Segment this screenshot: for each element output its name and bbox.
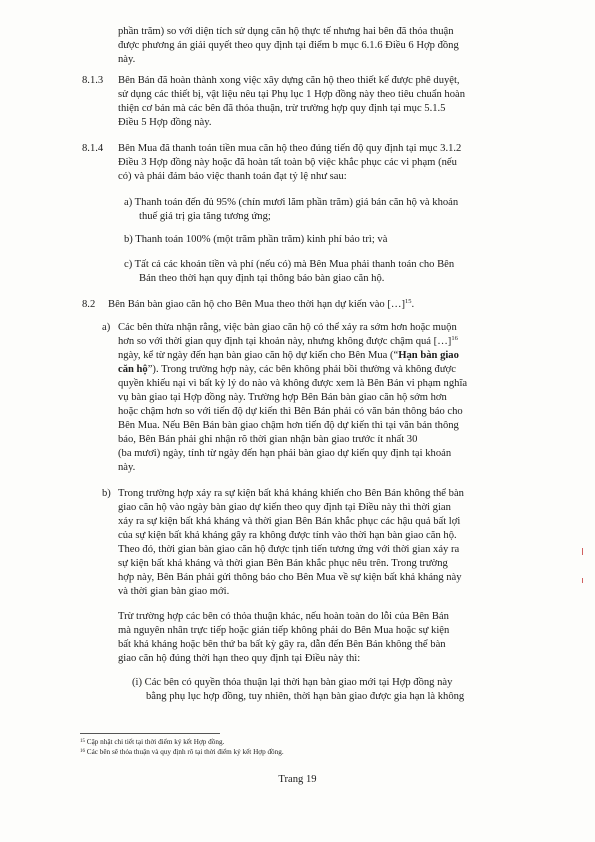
footnote-ref-15[interactable]: 15 [405, 298, 412, 305]
scan-mark [582, 548, 583, 555]
clause-8-2-number: 8.2 [82, 299, 96, 310]
para-a-line: Các bên thừa nhận rằng, việc bàn giao căn hộ có thể xảy ra sớm hơn hoặc muộn [118, 322, 457, 333]
clause-8-1-4-line: có) và phải đảm bảo việc thanh toán đạt tỷ lệ như sau: [118, 171, 347, 182]
clause-8-1-4-line: Bên Mua đã thanh toán tiền mua căn hộ theo đúng tiến độ quy định tại mục 3.1.2 [118, 143, 462, 154]
continuation-line-2: được phương án giải quyết theo quy định tại điểm b mục 6.1.6 Điều 6 Hợp đồng [118, 40, 459, 51]
clause-8-1-3-line: sử dụng các thiết bị, vật liệu nêu tại Phụ lục 1 Hợp đồng này theo tiêu chuẩn hoàn [118, 89, 466, 100]
item-c-line: c) Tất cả các khoản tiền và phí (nếu có) mà Bên Mua phải thanh toán cho Bên [124, 259, 455, 270]
footnote-separator [80, 733, 220, 734]
para-b-line: xảy ra sự kiện bất khả kháng và thời gian Bên Bán khắc phục các hậu quả bất lợi [118, 516, 461, 527]
para-b2-line: Trừ trường hợp các bên có thỏa thuận khác, nếu hoàn toàn do lỗi của Bên Bán [118, 611, 449, 622]
defined-term: căn hộ [118, 364, 148, 375]
para-a-line: quyền khiếu nại vì bất kỳ lý do nào và không được xem là Bên Bán vi phạm nghĩa [118, 378, 468, 389]
page-number: Trang 19 [278, 774, 317, 785]
item-c-line: Bán theo thời hạn quy định tại thông báo bàn giao căn hộ. [139, 273, 385, 284]
para-b-line: giao căn hộ vào ngày bàn giao dự kiến theo quy định tại Điều này thì thời gian [118, 502, 451, 513]
para-a-line: báo, Bên Bán phải ghi nhận rõ thời gian nhận bàn giao trước ít nhất 30 [118, 434, 418, 445]
para-a-line: này. [118, 462, 136, 473]
para-b-line: hợp này, Bên Bán phải gửi thông báo cho Bên Mua về sự kiện bất khả kháng này [118, 572, 462, 583]
para-b-line: của sự kiện bất khả kháng gây ra không được tính vào thời hạn bàn giao căn hộ. [118, 530, 457, 541]
sub-i-line: bằng phụ lục hợp đồng, tuy nhiên, thời hạn bàn giao được gia hạn là không [146, 691, 465, 702]
item-a-line: thuế giá trị gia tăng tương ứng; [139, 211, 271, 222]
clause-8-1-4-number: 8.1.4 [82, 143, 104, 154]
para-a-line: hoặc chậm hơn so với tiến độ dự kiến thì Bên Bán phải có văn bản thông báo cho [118, 406, 463, 417]
clause-8-1-3-number: 8.1.3 [82, 75, 104, 86]
footnote-15: $^{15}$ Cập nhật chi tiết tại thời điểm ký kết Hợp đồng. [80, 738, 225, 746]
para-b-label: b) [102, 488, 111, 499]
clause-8-1-3-line: Điều 5 Hợp đồng này. [118, 117, 212, 128]
scan-mark [582, 578, 583, 583]
para-b2-line: mà nguyên nhân trực tiếp hoặc gián tiếp không phải do Bên Mua hoặc sự kiện [118, 625, 450, 636]
footnote-16: $^{16}$ Các bên sẽ thỏa thuận và quy định rõ tại thời điểm ký kết Hợp đồng. [80, 748, 284, 756]
defined-term: Hạn bàn giao [398, 350, 459, 361]
para-a-line: hơn so với thời gian quy định tại khoản này, nhưng không được chậm quá […]$^{16}$ [118, 335, 458, 347]
clause-8-1-4-line: Điều 3 Hợp đồng này hoặc đã hoàn tất toàn bộ việc khắc phục các vi phạm (nếu [118, 157, 457, 168]
para-b-line: Trong trường hợp xảy ra sự kiện bất khả kháng khiến cho Bên Bán không thể bàn [118, 488, 464, 499]
footnote-ref-16[interactable]: 16 [451, 335, 458, 342]
para-a-line: Bên Mua. Nếu Bên Bán bàn giao chậm hơn tiến độ dự kiến thì tại văn bản thông [118, 420, 459, 431]
para-b2-line: bất khả kháng hoặc bên thứ ba bất kỳ gây ra, dẫn đến Bên Bán không thể bàn [118, 639, 446, 650]
para-a-line: vụ bàn giao tại Hợp đồng này. Trường hợp Bên Bán bàn giao căn hộ sớm hơn [118, 392, 447, 403]
para-a-line: căn hộ”). Trong trường hợp này, các bên không phải bồi thường và không được [118, 364, 456, 375]
para-a-line: (ba mươi) ngày, tính từ ngày đến hạn phải bàn giao dự kiến quy định tại khoản [118, 448, 452, 459]
clause-8-1-3-line: thiện cơ bản mà các bên đã thỏa thuận, trừ trường hợp quy định tại mục 5.1.5 [118, 103, 446, 114]
para-b-line: và thời gian bàn giao mới. [118, 586, 230, 597]
continuation-line-1: phần trăm) so với diện tích sử dụng căn hộ thực tế nhưng hai bên đã thỏa thuận [118, 26, 454, 37]
para-b-line: sự kiện bất khả kháng và thời gian Bên Bán khắc phục nêu trên. Trong trường [118, 558, 448, 569]
para-a-line: ngày, kể từ ngày đến hạn bàn giao căn hộ dự kiến cho Bên Mua (“Hạn bàn giao [118, 350, 459, 361]
para-b2-line: giao căn hộ đúng thời hạn theo quy định tại Điều này thì: [118, 653, 361, 664]
item-b-line: b) Thanh toán 100% (một trăm phần trăm) kinh phí bảo trì; và [124, 234, 388, 245]
clause-8-2-text: Bên Bán bàn giao căn hộ cho Bên Mua theo thời hạn dự kiến vào […]$^{15}$. [108, 298, 415, 310]
para-a-label: a) [102, 322, 111, 333]
clause-8-1-3-line: Bên Bán đã hoàn thành xong việc xây dựng căn hộ theo thiết kế được phê duyệt, [118, 75, 460, 86]
para-b-line: Theo đó, thời gian bàn giao căn hộ được tịnh tiến tương ứng với thời gian xảy ra [118, 544, 460, 555]
sub-i-line: (i) Các bên có quyền thỏa thuận lại thời hạn bàn giao mới tại Hợp đồng này [132, 677, 453, 688]
continuation-line-3: này. [118, 54, 136, 65]
item-a-line: a) Thanh toán đến đủ 95% (chín mươi lăm phần trăm) giá bán căn hộ và khoản [124, 197, 459, 208]
